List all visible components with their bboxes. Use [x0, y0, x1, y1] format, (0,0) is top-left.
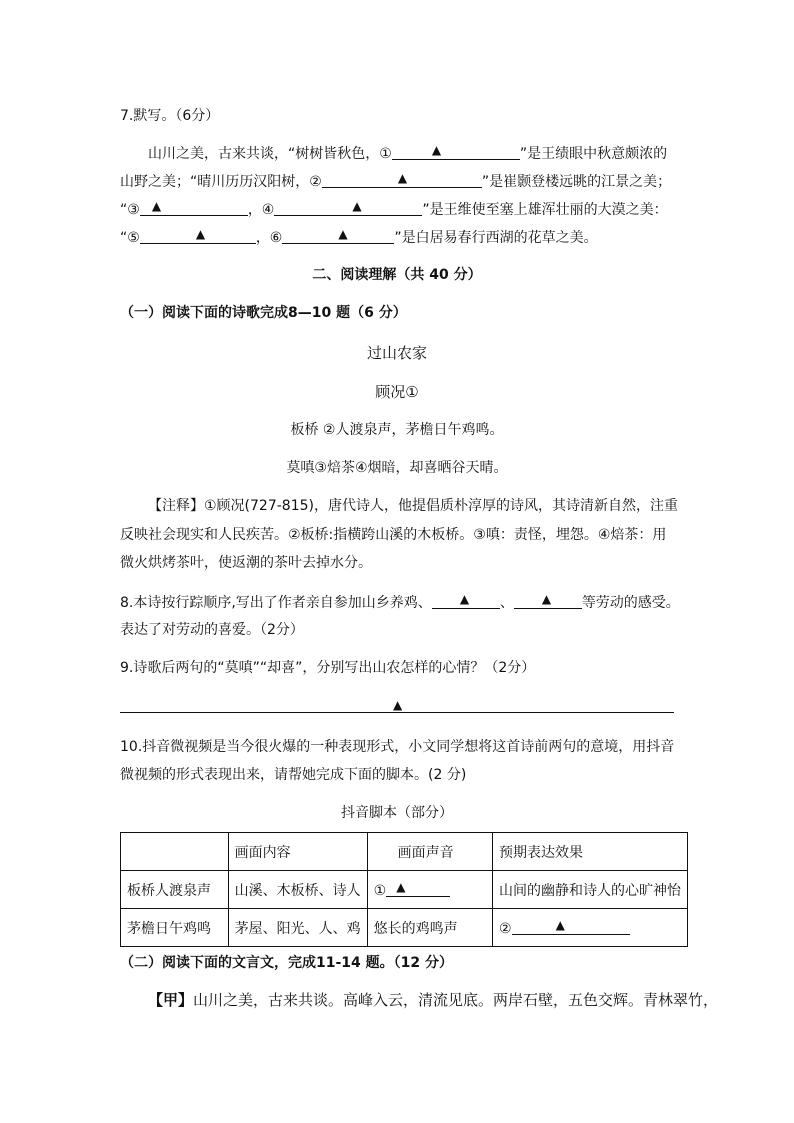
q7-text: ，⑥ [255, 230, 283, 246]
blank-5[interactable] [140, 227, 256, 244]
q7-para-line-4 [120, 227, 598, 248]
table-header-cell: 画面声音 [367, 833, 492, 871]
jia-label: 【甲】 [148, 991, 194, 1009]
blank-6[interactable] [282, 227, 394, 244]
part1-heading: （一）阅读下面的诗歌完成8—10 题（6 分） [120, 305, 407, 321]
table-header-cell [121, 833, 229, 871]
notes-line-2: 反映社会现实和人民疾苦。②板桥:指横跨山溪的木板桥。③嗔：责怪，埋怨。④焙茶：用 [120, 527, 667, 543]
triangle-marker: ▲ [393, 698, 403, 712]
q7-text: ”是崔颢登楼远眺的江景之美； [481, 174, 672, 190]
table-row [121, 909, 688, 947]
script-table [120, 832, 688, 947]
triangle-marker: ▲ [431, 143, 442, 157]
q7-text: “⑤ [120, 230, 140, 246]
triangle-marker: ▲ [195, 227, 206, 241]
q7-text: ”是白居易春行西湖的花草之美。 [394, 230, 598, 246]
cell-text: ② [499, 921, 512, 937]
table-cell: 山溪、木板桥、诗人 [228, 871, 367, 909]
q7-para-line-3 [120, 199, 668, 220]
table-blank-2[interactable] [512, 918, 630, 935]
q8-text: 等劳动的感受。 [581, 595, 680, 611]
q7-text: ”是王维使至塞上雄浑壮丽的大漠之美： [422, 202, 668, 218]
q8-blank-1[interactable] [432, 592, 500, 609]
triangle-marker: ▲ [459, 592, 470, 606]
q9-answer-line[interactable] [120, 712, 674, 713]
q7-para-line-1 [148, 143, 667, 164]
triangle-marker: ▲ [151, 199, 162, 213]
jia-text: 山川之美，古来共谈。高峰入云，清流见底。两岸石壁，五色交辉。青林翠竹， [193, 991, 719, 1009]
table-cell: 悠长的鸡鸣声 [367, 909, 492, 947]
blank-3[interactable] [140, 199, 248, 216]
notes-line-3: 微火烘烤茶叶，使返潮的茶叶去掉水分。 [120, 555, 372, 571]
q10-line-2: 微视频的形式表现出来，请帮她完成下面的脚本。(2 分) [120, 767, 467, 783]
table-header-row [121, 833, 688, 871]
blank-4[interactable] [274, 199, 422, 216]
triangle-marker: ▲ [397, 171, 408, 185]
triangle-marker: ▲ [555, 918, 565, 932]
notes-line-1: 【注释】①顾况(727-815)，唐代诗人，他提倡质朴淳厚的诗风，其诗清新自然，注重 [148, 498, 678, 514]
table-title: 抖音脚本（部分） [341, 805, 453, 821]
table-cell [367, 871, 492, 909]
table-header-cell: 预期表达效果 [493, 833, 688, 871]
triangle-marker: ▲ [352, 199, 362, 213]
blank-2[interactable] [322, 171, 482, 188]
q10-line-1: 10.抖音微视频是当今很火爆的一种表现形式，小文同学想将这首诗前两句的意境，用抖音 [120, 739, 675, 755]
q8-text: 8.本诗按行踪顺序,写出了作者亲自参加山乡养鸡、 [120, 595, 432, 611]
q7-text: “③ [120, 202, 140, 218]
part2-heading: （二）阅读下面的文言文，完成11-14 题。（12 分） [120, 955, 454, 971]
section-title: 二、阅读理解（共 40 分） [312, 267, 482, 283]
blank-1[interactable] [392, 143, 520, 160]
poem-line-1: 板桥 ②人渡泉声，茅檐日午鸡鸣。 [290, 422, 504, 438]
table-header-cell: 画面内容 [228, 833, 367, 871]
poem-author: 顾况① [375, 383, 419, 401]
q8-line-1 [120, 592, 680, 613]
table-cell [493, 909, 688, 947]
q8-blank-2[interactable] [514, 592, 582, 609]
jia-line [148, 990, 718, 1010]
table-cell: 板桥人渡泉声 [121, 871, 229, 909]
q8-text: 、 [499, 595, 514, 611]
triangle-marker: ▲ [541, 592, 552, 606]
table-cell: 茅屋、阳光、人、鸡 [228, 909, 367, 947]
poem-line-2: 莫嗔③焙茶④烟暗，却喜晒谷天晴。 [286, 460, 508, 476]
cell-text: ① [373, 883, 387, 899]
table-cell: 山间的幽静和诗人的心旷神怡 [493, 871, 688, 909]
table-row [121, 871, 688, 909]
table-cell: 茅檐日午鸡鸣 [121, 909, 229, 947]
triangle-marker: ▲ [396, 880, 406, 894]
q7-text: ”是王绩眼中秋意颇浓的 [519, 146, 668, 162]
q9-text: 9.诗歌后两句的“莫嗔”“却喜”，分别写出山农怎样的心情？（2分） [120, 660, 536, 676]
q7-text: ，④ [247, 202, 275, 218]
poem-title: 过山农家 [366, 344, 427, 362]
q7-text: 山野之美；“晴川历历汉阳树，② [120, 174, 322, 190]
q7-heading: 7.默写。（6分） [120, 108, 220, 124]
q7-para-line-2 [120, 171, 671, 192]
triangle-marker: ▲ [338, 227, 348, 241]
q8-line-2: 表达了对劳动的喜爱。（2分） [120, 622, 304, 638]
table-blank-1[interactable] [386, 880, 450, 897]
q7-text: 山川之美，古来共谈，“树树皆秋色，① [148, 146, 392, 162]
